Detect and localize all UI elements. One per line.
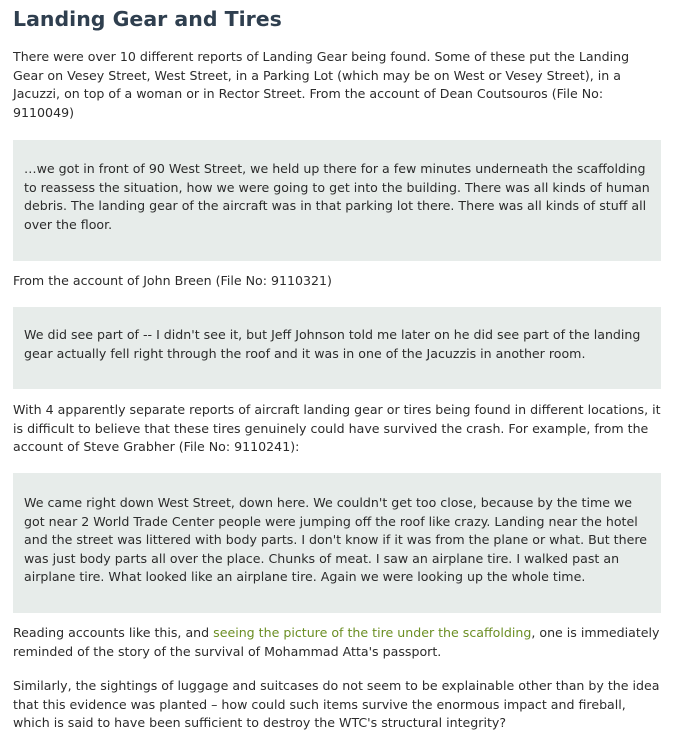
grabher-intro-paragraph: With 4 apparently separate reports of aircraft landing gear or tires being found in different locations, it is difficult to believe that these tires genuinely could have survived the crash. For example, from the account of Steve Grabher (File No: 9110241): [13, 402, 661, 455]
passport-text-after: , one is immediately reminded of the story of the survival of Mohammad Atta's passport. [13, 625, 660, 659]
quote-block-coutsouros [13, 140, 661, 261]
quote-text-breen: We did see part of -- I didn't see it, but Jeff Johnson told me later on he did see part of the landing gear actually fell right through the roof and it was in one of the Jacuzzis in another room. [24, 327, 641, 361]
quote-text-grabher: We came right down West Street, down here. We couldn't get too close, because by the time we got near 2 World Trade Center people were jumping off the roof like crazy. Landing near the hotel and the street was littered with body parts. I don't know if it was from the plane or what. But there was just body parts all over the place. Chunks of meat. I saw an airplane tire. I walked past an airplane tire. What looked like an airplane tire. Again we were looking up the whole time. [24, 495, 647, 585]
breen-intro-paragraph: From the account of John Breen (File No: 9110321) [13, 273, 332, 288]
passport-text-before: Reading accounts like this, and [13, 625, 214, 640]
tire-picture-link[interactable]: seeing the picture of the tire under the scaffolding [213, 625, 532, 640]
page-title: Landing Gear and Tires [13, 7, 282, 31]
quote-text-coutsouros: …we got in front of 90 West Street, we held up there for a few minutes underneath the scaffolding to reassess the situation, how we were going to get into the building. There was all kinds of human debris. The landing gear of the aircraft was in that parking lot there. There was all kinds of stuff all over the floor. [24, 161, 650, 232]
passport-paragraph [13, 624, 663, 661]
quote-block-breen [13, 307, 661, 389]
quote-block-grabher [13, 473, 661, 613]
intro-paragraph: There were over 10 different reports of Landing Gear being found. Some of these put the Landing Gear on Vesey Street, West Street, in a Parking Lot (which may be on West or Vesey Street), in a Jacuzzi, on top of a woman or in Rector Street. From the account of Dean Coutsouros (File No: 9110049) [13, 49, 630, 120]
luggage-paragraph: Similarly, the sightings of luggage and suitcases do not seem to be explainable other than by the idea that this evidence was planted – how could such items survive the enormous impact and fireball, which is said to have been sufficient to destroy the WTC's structural integrity? [13, 678, 660, 731]
